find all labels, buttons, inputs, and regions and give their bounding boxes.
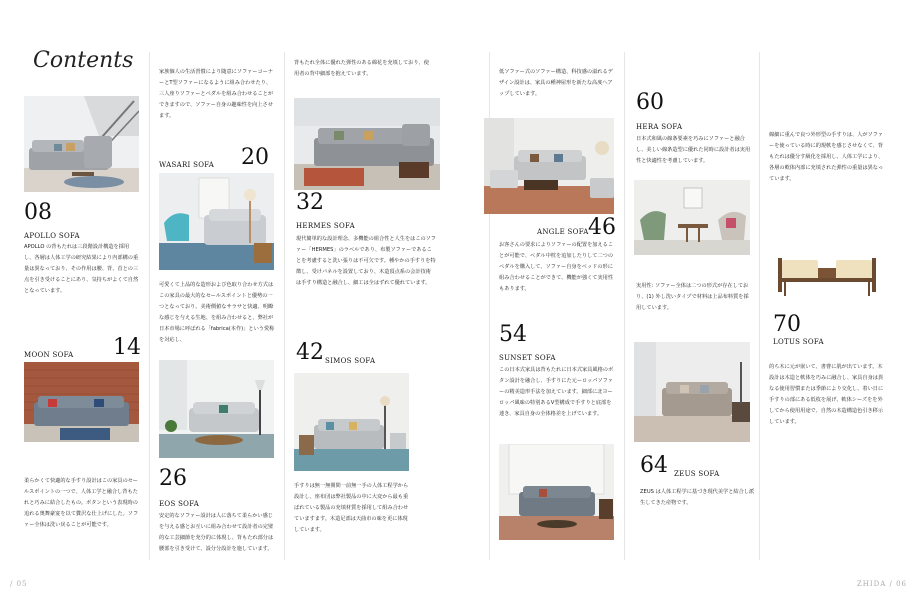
sunset-description: この日本式家具は背もたれに日本式家具風格のボタン設計を融合し、手すりにた元ーロッパソファーの精美造形手法を加えています。細部に北ヨーロッパ風味の特別あるV型構成で手すりと底部を連き、家具自身の全体格差を上げています。 — [499, 367, 614, 417]
hera-page-number: 60 — [636, 90, 664, 115]
moon-description: 柔らかくて快適的な手すり設計はこの家具のセールスポイントの一つで、人体工学と融合し背もたれと巧みに結合したもの。ボタンという表現時の追れる奥舞豪宴を以て贅沢な仕上げにした。ソファー全体は洗い戻ることが可能です。 — [24, 478, 139, 528]
lotus-page-number: 70 — [773, 312, 801, 337]
lotus-sofa-name: LOTUS SOFA — [773, 338, 824, 346]
column-divider — [149, 52, 150, 560]
column-divider — [759, 52, 760, 560]
hera-description: 日本式和風の線条要素を巧みにソファーと融合し、美しい線条造型に優れた同時に設計者は実用性と快適性を考慮しています。 — [636, 136, 751, 164]
lotus-description: 的ち木に元が嵌いて、書曹に肌が出ています。木設計は木造と軟体を巧みに融合し、家具自身は異なる使用習慣または季節により交化し、着い日に手すりの部にある低枚を展げ、軟体シーズをを外してから使用用途で、自然の木造構造色引き移示しています。 — [769, 364, 884, 425]
sunset-page-number: 54 — [499, 322, 527, 347]
angle-sofa-photo — [484, 118, 614, 214]
col3-top-text: 背もたれ全体に優れた弾性のある綿花を充填しており、使用者の背中細部を抱えています。 — [294, 60, 429, 77]
apollo-description: APOLLO の背もたれは三段階設計構造を採用し、各層は人体工学の研究結果により内部構の重量は異なっており、その作用は腰、背、首との三点を引き受けることにあり、気持ちがよくて自然となっています。 — [24, 244, 139, 294]
eos-page-number: 26 — [159, 466, 187, 491]
hera-description-2: 実用性: ソファー全体は二つの形式が存在しており、(1) 外し洗いタイプで材料は上品布料質を採用しています。 — [636, 283, 749, 311]
col4-top-text: 低ソファー式のソファー構造、科技感の溢れるデザイン設計は、家具の種神屋形を新たな高度へアップしています。 — [499, 69, 613, 97]
hermes-sofa-photo — [294, 98, 440, 190]
page-title: Contents — [33, 48, 134, 73]
apollo-page-number: 08 — [24, 200, 52, 225]
simos-sofa-name: SIMOS SOFA — [325, 357, 376, 365]
apollo-sofa-photo — [24, 96, 139, 192]
moon-sofa-photo — [24, 362, 139, 442]
zeus-sofa-photo — [634, 342, 750, 442]
hermes-description: 現代簡単的な設計理念、多機能の組合性と人生をはこのソファー「HERMES」のラベルであり、布製ソファーであることを考慮すると洗い張りは不可欠です。種やかの手すりを特徴し、受けバネルを設置しており、木造頂点系の会計技術は手すり構造と融合し、細工は全はずれて優れています。 — [296, 236, 436, 286]
sunset-sofa-name: SUNSET SOFA — [499, 354, 556, 362]
column-divider — [284, 52, 285, 560]
footer-right-brand-page: ZHIDA / 06 — [856, 580, 907, 588]
zeus-sofa-name: ZEUS SOFA — [674, 470, 720, 478]
zeus-page-number: 64 — [640, 453, 668, 478]
hermes-sofa-name: HERMES SOFA — [296, 222, 355, 230]
angle-description: お客さんの要求によりソファーの配置を加えることが可能で、ベダル中枕を追加したりして二つのペダルを購入して、ソファー自身をベッドの形に組み合わせることができて、機能が強くて実用性もあります。 — [499, 242, 614, 292]
wasari-sofa-photo — [159, 173, 274, 270]
angle-sofa-name: ANGLE SOFA — [537, 228, 589, 236]
col6-top-text: 線細に重んで良つ外形型の手すりは、人がソファーを使っている時に的規軟を感じさせなくて、背もたれは優分す級化を採用し、人体工学により、各層の軟体内部に充填された弾性の重量は異なっています。 — [769, 132, 884, 182]
hera-sofa-name: HERA SOFA — [636, 123, 683, 131]
column-divider — [624, 52, 625, 560]
hermes-page-number: 32 — [296, 190, 324, 215]
sunset-sofa-photo — [499, 444, 614, 540]
zeus-description: ZEUS は人体工程学に基づき現代美学と結合し派生してきた産物です。 — [640, 489, 755, 506]
wasari-page-number: 20 — [241, 145, 269, 170]
simos-description: 手すりは無一無関問一前無一手の人体工程学から設計し、座布団は弊社製品の中に大変から最も重ばれている製品の充填材質を採用して組み合わせていますます。木造足部は天曲市の味を更に体現しています。 — [294, 483, 409, 533]
simos-sofa-photo — [294, 373, 409, 471]
wasari-description: 可愛くて上品的な造形および色取り合わせ方式はこの家具の最大的なセールスポイントと優勢の一つとなっており。美術價値なサラサと快適、明瞭な感じを与える生地、を組み合わせると、弊社が日本市場に呼ばれる「fabrica(本作)」という愛称を対応し、 — [159, 282, 275, 343]
apollo-sofa-name: APOLLO SOFA — [24, 232, 80, 240]
eos-sofa-name: EOS SOFA — [159, 500, 200, 508]
wasari-sofa-name: WASARI SOFA — [159, 161, 215, 169]
moon-page-number: 14 — [113, 335, 141, 360]
eos-sofa-photo — [159, 360, 274, 458]
lotus-sofa-photo — [776, 250, 878, 300]
hera-sofa-photo — [634, 180, 750, 255]
eos-description: 安定的なソファー設計は人に落ちて柔らかい感じを与える感とお互いに組み合わせて設計者の完璧的な工芸細節を充分的に体現し、背もたれ部分は腰部を引き受けて、設分分設計を施しています。 — [159, 513, 274, 552]
col2-top-text: 家族個人の生活習慣により随意にソファーコーナーとT型ソファーになるように組み合わせたり、三人座りソファーとペダルを組み合わせることができますので、ソファー自身の趣味性を向上させます。 — [159, 69, 274, 119]
moon-sofa-name: MOON SOFA — [24, 351, 74, 359]
angle-page-number: 46 — [588, 215, 616, 240]
simos-page-number: 42 — [296, 340, 324, 365]
footer-left-page-number: / 05 — [10, 580, 28, 588]
